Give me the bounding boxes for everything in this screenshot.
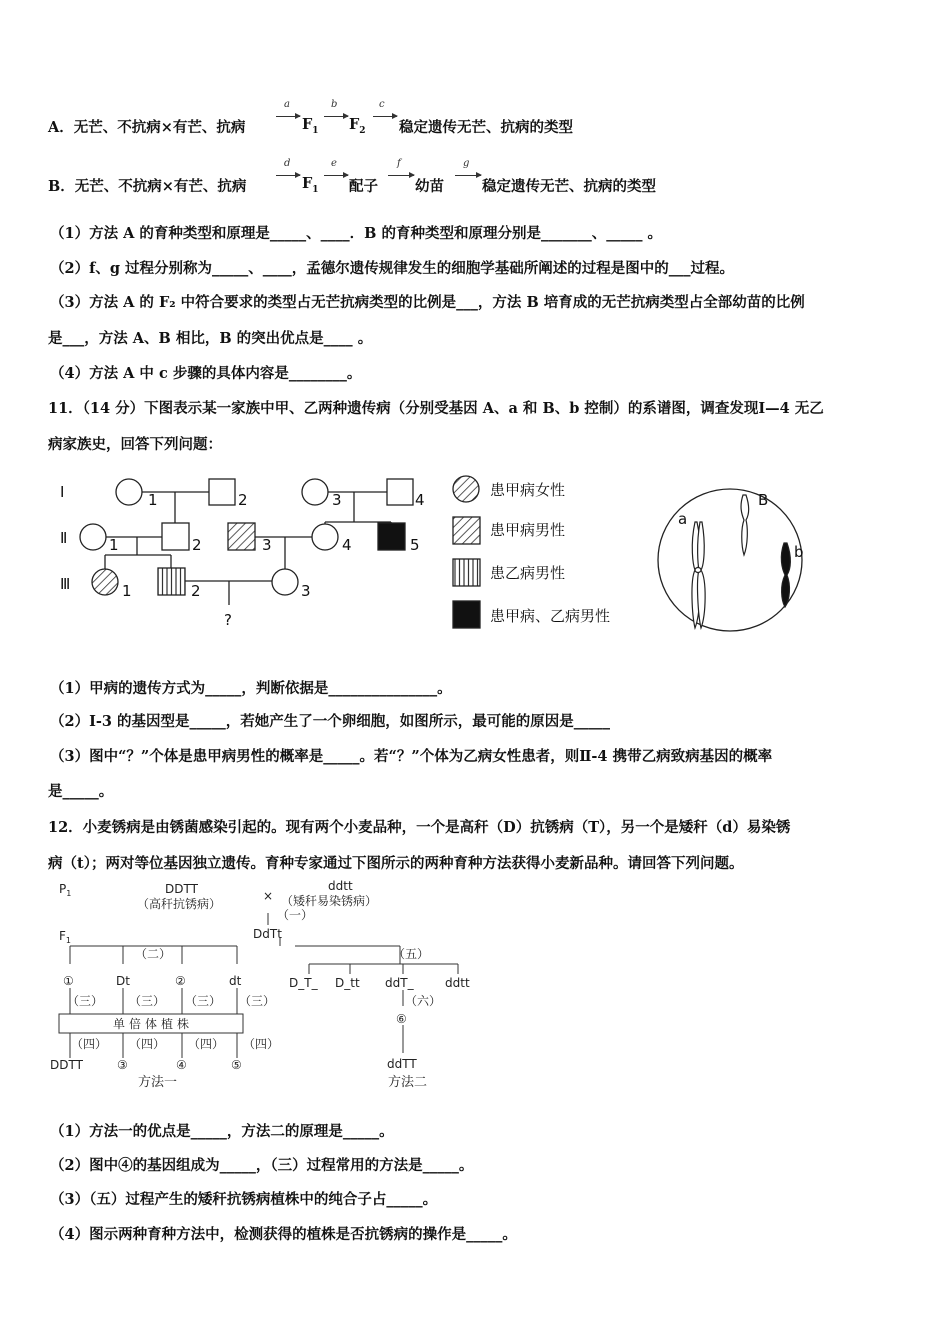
- step-2: （二）: [135, 947, 172, 961]
- f2-type-3: ddT_: [385, 976, 414, 990]
- result-DDTT: DDTT: [50, 1058, 83, 1072]
- method-b-tail: 稳定遗传无芒、抗病的类型: [482, 178, 656, 195]
- chrom-label-b: b: [794, 543, 804, 561]
- arrow-icon: [455, 175, 481, 176]
- q12-question-1: （1）方法一的优点是_____，方法二的原理是_____。: [50, 1123, 394, 1140]
- arrow-icon: [388, 175, 414, 176]
- num-II-4: 4: [342, 536, 352, 554]
- pedigree-III-3: [272, 569, 298, 595]
- chromosome-a: [692, 522, 705, 628]
- q11-question-3-cont: 是_____。: [48, 783, 114, 800]
- pedigree-II-2: [162, 523, 189, 550]
- method-2-label: 方法二: [388, 1075, 428, 1090]
- hybrid-genotype: DdTt: [253, 927, 282, 941]
- f1-label: $F_1$: [302, 116, 319, 136]
- pedigree-II-3: [228, 523, 255, 550]
- q12-question-4: （4）图示两种育种方法中，检测获得的植株是否抗锈病的操作是_____。: [50, 1226, 517, 1243]
- q10-question-1: （1）方法 A 的育种类型和原理是_____、____．B 的育种类型和原理分别是_______、_____ 。: [50, 225, 663, 242]
- legend-label-2: 患甲病男性: [490, 521, 566, 539]
- arrow-label-c: c: [379, 99, 385, 110]
- step-1: （一）: [277, 908, 314, 922]
- f1-label: $F_1$: [59, 929, 71, 945]
- haploid-label: 单倍体植株: [113, 1017, 194, 1031]
- gamete-2: Dt: [116, 974, 130, 988]
- pedigree-I-1: [116, 479, 142, 505]
- arrow-icon: [324, 116, 348, 117]
- num-III-2: 2: [191, 582, 201, 600]
- f2-type-4: ddtt: [445, 976, 470, 990]
- arrow-icon: [324, 175, 348, 176]
- pedigree-II-5: [378, 523, 405, 550]
- gen-II-label: Ⅱ: [60, 529, 68, 547]
- num-II-3: 3: [262, 536, 272, 554]
- f2-type-2: D_tt: [335, 976, 360, 990]
- pedigree-III-2: [158, 568, 185, 595]
- method-a-tail: 稳定遗传无芒、抗病的类型: [399, 119, 573, 136]
- q12-question-3: （3）（五）过程产生的矮秆抗锈病植株中的纯合子占_____。: [50, 1191, 438, 1208]
- q10-question-3: （3）方法 A 的 F₂ 中符合要求的类型占无芒抗病类型的比例是___，方法 B 培育成的无芒抗病类型占全部幼苗的比例: [50, 294, 805, 311]
- step-6: （六）: [405, 994, 442, 1008]
- arrow-label-a: a: [284, 99, 290, 110]
- seedling-label: 幼苗: [415, 178, 444, 195]
- q10-question-4: （4）方法 A 中 c 步骤的具体内容是________。: [50, 365, 362, 382]
- pedigree-III-1: [92, 569, 118, 595]
- question-mark: ?: [224, 611, 232, 629]
- parent2-desc: （矮秆易染锈病）: [281, 894, 378, 908]
- method-b-label: B．无芒、不抗病×有芒、抗病: [48, 178, 247, 195]
- legend-affected-male-b: [453, 559, 480, 586]
- p1-label: $P_1$: [59, 882, 72, 898]
- gamete-3: ②: [175, 974, 186, 988]
- arrow-label-b: b: [331, 99, 338, 110]
- pedigree-I-3: [302, 479, 328, 505]
- step-4: （四）: [71, 1037, 108, 1051]
- step-3: （三）: [185, 994, 222, 1008]
- q12-intro: 12．小麦锈病是由锈菌感染引起的。现有两个小麦品种，一个是高秆（D）抗锈病（T），另一个是矮秆（d）易染锈: [48, 819, 791, 836]
- q11-question-2: （2）Ⅰ-3 的基因型是_____，若她产生了一个卵细胞，如图所示，最可能的原因是_____: [50, 713, 611, 730]
- pedigree-I-2: [209, 479, 235, 505]
- step-4: （四）: [188, 1037, 225, 1051]
- pedigree-figure: [40, 465, 920, 665]
- result-4: ④: [176, 1058, 187, 1072]
- q11-question-1: （1）甲病的遗传方式为_____，判断依据是_______________。: [50, 680, 452, 697]
- q11-question-3: （3）图中“？”个体是患甲病男性的概率是_____。若“？”个体为乙病女性患者，则Ⅱ-4 携带乙病致病基因的概率: [50, 748, 773, 765]
- parent1-desc: （高秆抗锈病）: [137, 897, 222, 911]
- f2-type-1: D_T_: [289, 976, 318, 990]
- final-ddTT: ddTT: [387, 1057, 417, 1071]
- num-III-1: 1: [122, 582, 132, 600]
- q11-intro-cont: 病家族史，回答下列问题：: [48, 436, 222, 453]
- step-4: （四）: [243, 1037, 280, 1051]
- gamete-label: 配子: [349, 178, 378, 195]
- arrow-label-e: e: [331, 158, 337, 169]
- step-3: （三）: [67, 994, 104, 1008]
- num-I-3: 3: [332, 491, 342, 509]
- gamete-1: ①: [63, 974, 74, 988]
- gamete-4: dt: [229, 974, 242, 988]
- parent1-genotype: DDTT: [165, 882, 198, 896]
- q11-intro: 11．（14 分）下图表示某一家族中甲、乙两种遗传病（分别受基因 A、a 和 B、b 控制）的系谱图，调查发现Ⅰ—4 无乙: [48, 400, 824, 417]
- step-4: （四）: [129, 1037, 166, 1051]
- breeding-diagram: [45, 878, 515, 1098]
- legend-label-1: 患甲病女性: [490, 481, 566, 499]
- pedigree-II-4: [312, 524, 338, 550]
- chrom-label-a: a: [678, 510, 688, 528]
- num-II-5: 5: [410, 536, 420, 554]
- legend-affected-male-a: [453, 517, 480, 544]
- gen-I-label: Ⅰ: [60, 483, 65, 501]
- f2-label: $F_2$: [349, 116, 366, 136]
- q10-question-2: （2）f、g 过程分别称为_____、____，孟德尔遗传规律发生的细胞学基础所阐述的过程是图中的___过程。: [50, 260, 735, 277]
- arrow-icon: [276, 116, 300, 117]
- num-III-3: 3: [301, 582, 311, 600]
- arrow-icon: [276, 175, 300, 176]
- pedigree-I-4: [387, 479, 413, 505]
- result-3: ③: [117, 1058, 128, 1072]
- f1-label: $F_1$: [302, 175, 319, 195]
- num-II-1: 1: [109, 536, 119, 554]
- legend-label-3: 患乙病男性: [490, 564, 566, 582]
- arrow-label-f: f: [397, 158, 401, 169]
- legend-affected-male-ab: [453, 601, 480, 628]
- num-I-4: 4: [415, 491, 425, 509]
- arrow-icon: [373, 116, 397, 117]
- result-5: ⑤: [231, 1058, 242, 1072]
- step-5: （五）: [393, 947, 430, 961]
- pedigree-II-1: [80, 524, 106, 550]
- method-1-label: 方法一: [138, 1075, 178, 1090]
- q10-question-3-cont: 是___，方法 A、B 相比，B 的突出优点是____ 。: [48, 330, 373, 347]
- chrom-label-B: B: [758, 491, 769, 509]
- num-I-1: 1: [148, 491, 158, 509]
- gen-III-label: Ⅲ: [60, 575, 71, 593]
- num-I-2: 2: [238, 491, 248, 509]
- legend-affected-female-a: [453, 476, 479, 502]
- arrow-label-d: d: [284, 158, 291, 169]
- q12-question-2: （2）图中④的基因组成为_____，（三）过程常用的方法是_____。: [50, 1157, 474, 1174]
- arrow-label-g: g: [463, 158, 470, 169]
- legend-label-4: 患甲病、乙病男性: [490, 607, 611, 625]
- q12-intro-cont: 病（t）；两对等位基因独立遗传。育种专家通过下图所示的两种育种方法获得小麦新品种。请回答下列问题。: [48, 855, 744, 872]
- num-II-2: 2: [192, 536, 202, 554]
- result-6: ⑥: [396, 1012, 407, 1026]
- cross-symbol: ×: [263, 889, 274, 903]
- step-3: （三）: [239, 994, 276, 1008]
- step-3: （三）: [129, 994, 166, 1008]
- parent2-genotype: ddtt: [328, 879, 353, 893]
- method-a-label: A．无芒、不抗病×有芒、抗病: [48, 119, 246, 136]
